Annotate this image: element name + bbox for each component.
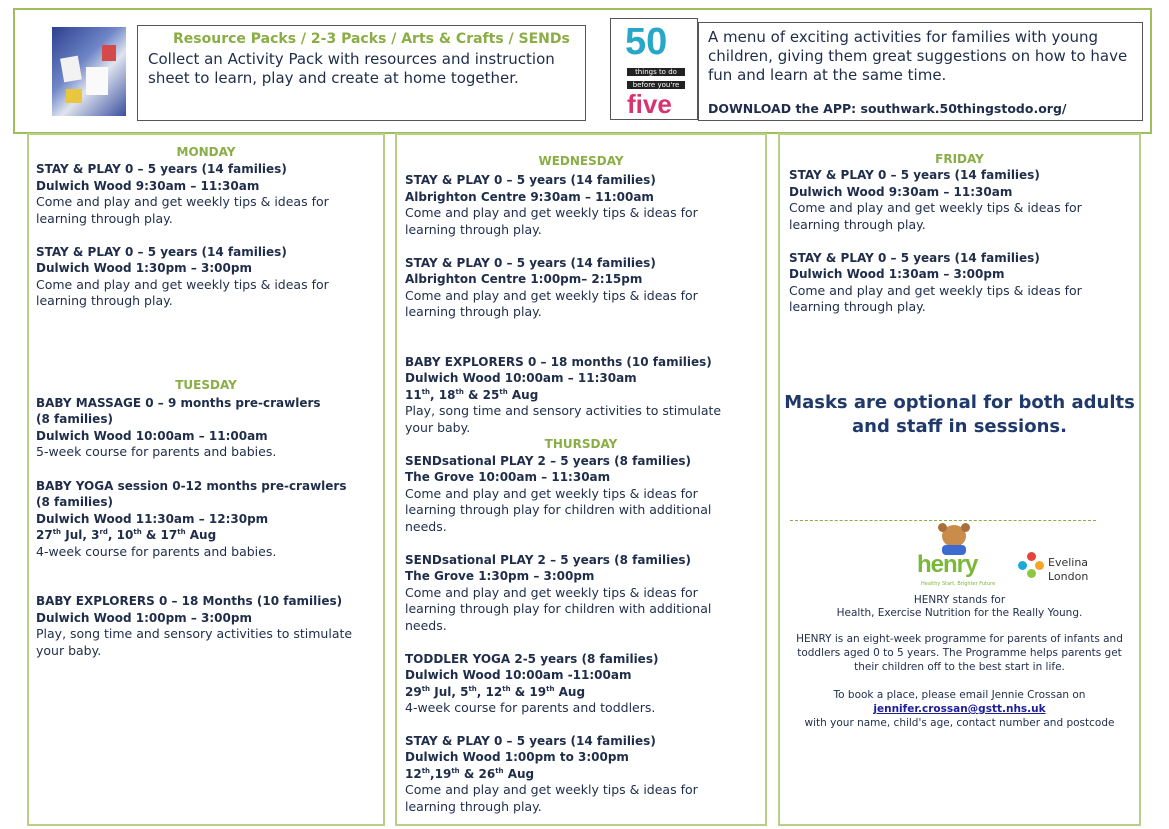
masks-notice: and staff in sessions. [852, 416, 1067, 437]
session-title: STAY & PLAY 0 – 5 years (14 families) [789, 168, 1040, 182]
henry-info: HENRY stands for [913, 594, 1006, 606]
session-dates: 29th Jul, 5th, 12th & 19th Aug [405, 685, 586, 699]
session-desc: learning through play. [36, 211, 173, 226]
session-place: Dulwich Wood 11:30am – 12:30pm [36, 512, 269, 526]
session-place: Dulwich Wood 9:30am – 11:30am [789, 185, 1013, 199]
session-desc: learning through play. [405, 799, 542, 814]
resource-title: Resource Packs / 2-3 Packs / Arts & Crafts / SENDs [173, 31, 570, 47]
evelina-text-2: London [1048, 570, 1089, 583]
day-wednesday: WEDNESDAY [538, 154, 624, 168]
fifty-things-logo [610, 18, 698, 120]
activity-pack-photo [52, 27, 126, 116]
session-title: SENDsational PLAY 2 – 5 years (8 families) [405, 553, 692, 567]
app-line-3: fun and learn at the same time. [708, 66, 947, 84]
session-title: STAY & PLAY 0 – 5 years (14 families) [36, 162, 287, 176]
session-title: STAY & PLAY 0 – 5 years (14 families) [405, 256, 656, 270]
session-place: Dulwich Wood 10:00am – 11:30am [405, 371, 637, 385]
session-title: BABY EXPLORERS 0 – 18 Months (10 families) [36, 594, 343, 608]
session-place: Albrighton Centre 1:00pm– 2:15pm [405, 272, 643, 286]
evelina-text-1: Evelina [1048, 556, 1089, 569]
session-desc: Come and play and get weekly tips & ideas for [405, 585, 698, 600]
henry-info: Health, Exercise Nutrition for the Really Young. [836, 607, 1083, 619]
henry-info: with your name, child's age, contact number and postcode [804, 717, 1115, 729]
session-title: STAY & PLAY 0 – 5 years (14 families) [789, 251, 1040, 265]
session-title: (8 families) [36, 412, 113, 426]
app-line-2: children, giving them great suggestions on how to have [708, 47, 1128, 65]
session-desc: learning through play. [36, 293, 173, 308]
session-desc: Come and play and get weekly tips & ideas for [789, 200, 1082, 215]
session-desc: 4-week course for parents and toddlers. [405, 700, 656, 715]
session-place: Dulwich Wood 9:30am – 11:30am [36, 179, 260, 193]
logo-five: five [627, 89, 672, 119]
henry-info: their children off to the best start in life. [854, 661, 1065, 673]
session-place: The Grove 10:00am – 11:30am [405, 470, 611, 484]
session-place: Dulwich Wood 1:30am – 3:00pm [789, 267, 1005, 281]
session-title: TODDLER YOGA 2-5 years (8 families) [405, 652, 659, 666]
henry-info: To book a place, please email Jennie Crossan on [833, 689, 1086, 701]
henry-bear-logo [915, 525, 1013, 593]
logo-50: 50 [625, 21, 668, 63]
session-title: STAY & PLAY 0 – 5 years (14 families) [36, 245, 287, 259]
henry-email-wrap [778, 702, 1141, 716]
session-desc: needs. [405, 519, 447, 534]
logo-things: things to do [627, 68, 685, 76]
app-line-1: A menu of exciting activities for families with young [708, 28, 1099, 46]
session-title: BABY MASSAGE 0 – 9 months pre-crawlers [36, 396, 321, 410]
session-desc: Come and play and get weekly tips & ideas for [405, 288, 698, 303]
session-place: Dulwich Wood 1:30pm – 3:00pm [36, 261, 252, 275]
session-title: BABY YOGA session 0-12 months pre-crawlers [36, 479, 347, 493]
henry-wordmark: henry [917, 551, 978, 578]
day-friday: FRIDAY [935, 152, 984, 166]
day-thursday: THURSDAY [544, 437, 618, 451]
henry-info: toddlers aged 0 to 5 years. The Programme helps parents get [797, 647, 1122, 659]
session-title: SENDsational PLAY 2 – 5 years (8 families) [405, 454, 692, 468]
session-title: (8 families) [36, 495, 113, 509]
day-monday: MONDAY [176, 145, 236, 159]
masks-notice: Masks are optional for both adults [784, 392, 1135, 413]
session-desc: Come and play and get weekly tips & ideas for [36, 277, 329, 292]
email-link[interactable]: jennifer.crossan@gstt.nhs.uk [873, 703, 1046, 715]
download-app-link[interactable]: DOWNLOAD the APP: southwark.50thingstodo.org/ [708, 101, 1067, 116]
session-title: BABY EXPLORERS 0 – 18 months (10 families) [405, 355, 712, 369]
session-desc: Come and play and get weekly tips & ideas for [405, 782, 698, 797]
session-desc: Play, song time and sensory activities to stimulate [36, 626, 353, 641]
session-desc: needs. [405, 618, 447, 633]
session-desc: learning through play. [789, 299, 926, 314]
session-desc: Come and play and get weekly tips & ideas for [36, 194, 329, 209]
session-dates: 12th,19th & 26th Aug [405, 767, 535, 781]
session-title: STAY & PLAY 0 – 5 years (14 families) [405, 173, 656, 187]
session-place: Dulwich Wood 1:00pm – 3:00pm [36, 611, 252, 625]
session-desc: learning through play. [405, 222, 542, 237]
session-desc: your baby. [405, 420, 471, 435]
henry-tagline: Healthy Start, Brighter Future [921, 581, 996, 587]
session-desc: learning through play for children with additional [405, 502, 712, 517]
logo-before: before you're [627, 81, 685, 89]
henry-info: HENRY is an eight-week programme for parents of infants and [796, 633, 1123, 645]
session-desc: Come and play and get weekly tips & ideas for [405, 486, 698, 501]
session-desc: learning through play for children with additional [405, 601, 712, 616]
session-desc: 4-week course for parents and babies. [36, 544, 277, 559]
session-place: Albrighton Centre 9:30am – 11:00am [405, 190, 654, 204]
session-desc: Come and play and get weekly tips & ideas for [405, 205, 698, 220]
session-desc: Come and play and get weekly tips & ideas for [789, 283, 1082, 298]
session-desc: learning through play. [405, 304, 542, 319]
session-place: Dulwich Wood 1:00pm to 3:00pm [405, 750, 629, 764]
resource-line-2: sheet to learn, play and create at home together. [148, 69, 519, 87]
session-place: Dulwich Wood 10:00am – 11:00am [36, 429, 268, 443]
session-desc: 5-week course for parents and babies. [36, 444, 277, 459]
session-place: The Grove 1:30pm – 3:00pm [405, 569, 595, 583]
session-title: STAY & PLAY 0 – 5 years (14 families) [405, 734, 656, 748]
session-dates: 11th, 18th & 25th Aug [405, 388, 539, 402]
divider [790, 520, 1096, 521]
evelina-flower-logo [1018, 552, 1044, 578]
session-place: Dulwich Wood 10:00am -11:00am [405, 668, 632, 682]
session-desc: Play, song time and sensory activities to stimulate [405, 403, 722, 418]
resource-line-1: Collect an Activity Pack with resources and instruction [148, 50, 555, 68]
session-desc: your baby. [36, 643, 102, 658]
session-desc: learning through play. [789, 217, 926, 232]
session-dates: 27th Jul, 3rd, 10th & 17th Aug [36, 528, 217, 542]
day-tuesday: TUESDAY [175, 378, 237, 392]
